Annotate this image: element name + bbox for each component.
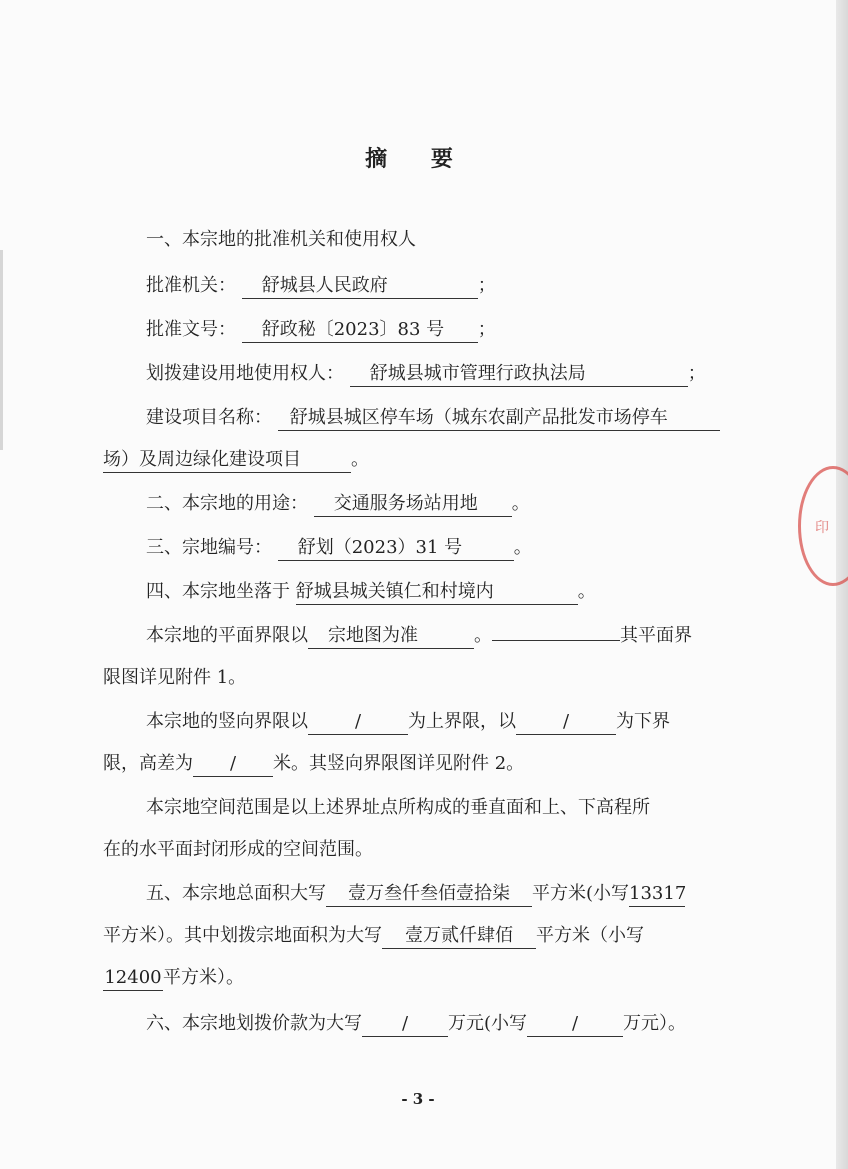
approval-authority-value: 舒城县人民政府 [242, 274, 478, 299]
page-title: 摘 要 [365, 147, 471, 172]
location-value: 舒城县城关镇仁和村境内 [296, 580, 578, 605]
allocated-area-small: 12400 [103, 966, 163, 991]
price-small: / [527, 1012, 623, 1037]
plane-boundary-row: 本宗地的平面界限以 宗地图为准 。 其平面界 [103, 622, 776, 650]
space-range-line-1: 本宗地空间范围是以上述界址点所构成的垂直面和上、下高程所 [146, 797, 650, 818]
allocated-area-row-cont: 12400平方米）。 [103, 964, 733, 992]
page-edge-left [0, 250, 3, 450]
parcel-number-value: 舒划（2023）31 号 [278, 536, 514, 561]
project-name-value-2: 场）及周边绿化建设项目 [103, 448, 351, 473]
allocated-area-big: 壹万贰仟肆佰 [382, 924, 536, 949]
price-row: 六、本宗地划拨价款为大写 / 万元(小写 / 万元）。 [103, 1010, 776, 1038]
land-user-value: 舒城县城市管理行政执法局 [350, 362, 688, 387]
allocated-area-row: 平方米）。其中划拨宗地面积为大写 壹万贰仟肆佰 平方米（小写 [103, 922, 733, 950]
approval-docno-row: 批准文号： 舒政秘〔2023〕83 号 ； [103, 316, 776, 344]
price-big: / [362, 1012, 448, 1037]
seal-glyph: 印 [815, 520, 829, 536]
vertical-boundary-row: 本宗地的竖向界限以 / 为上界限，以 / 为下界 [103, 708, 776, 736]
project-name-row-cont: 场）及周边绿化建设项目 。 [103, 446, 733, 474]
land-user-row: 划拨建设用地使用权人： 舒城县城市管理行政执法局 ； [103, 360, 776, 388]
parcel-number-row: 三、宗地编号： 舒划（2023）31 号 。 [103, 534, 776, 562]
page-number: - 3 - [401, 1090, 435, 1108]
location-row: 四、本宗地坐落于 舒城县城关镇仁和村境内 。 [103, 578, 776, 606]
total-area-small: 13317 [629, 882, 685, 907]
approval-docno-value: 舒政秘〔2023〕83 号 [242, 318, 478, 343]
height-diff-value: / [193, 752, 273, 777]
approval-authority-row: 批准机关： 舒城县人民政府 ； [103, 272, 776, 300]
total-area-big: 壹万叁仟叁佰壹拾柒 [326, 882, 532, 907]
plane-boundary-value: 宗地图为准 [308, 624, 474, 649]
plane-boundary-cont: 限图详见附件 1。 [103, 667, 247, 688]
lower-bound-value: / [516, 710, 616, 735]
project-name-row: 建设项目名称： 舒城县城区停车场（城东农副产品批发市场停车 [103, 404, 776, 432]
vertical-boundary-cont: 限，高差为 / 米。其竖向界限图详见附件 2。 [103, 750, 733, 778]
land-use-row: 二、本宗地的用途： 交通服务场站用地 。 [103, 490, 776, 518]
total-area-row: 五、本宗地总面积大写 壹万叁仟叁佰壹拾柒 平方米(小写13317 [103, 880, 776, 908]
section-1-heading: 一、本宗地的批准机关和使用权人 [146, 229, 416, 250]
space-range-line-2: 在的水平面封闭形成的空间范围。 [103, 839, 373, 860]
plane-boundary-blank [492, 640, 620, 641]
upper-bound-value: / [308, 710, 408, 735]
land-use-value: 交通服务场站用地 [314, 492, 512, 517]
project-name-value-1: 舒城县城区停车场（城东农副产品批发市场停车 [278, 406, 720, 431]
